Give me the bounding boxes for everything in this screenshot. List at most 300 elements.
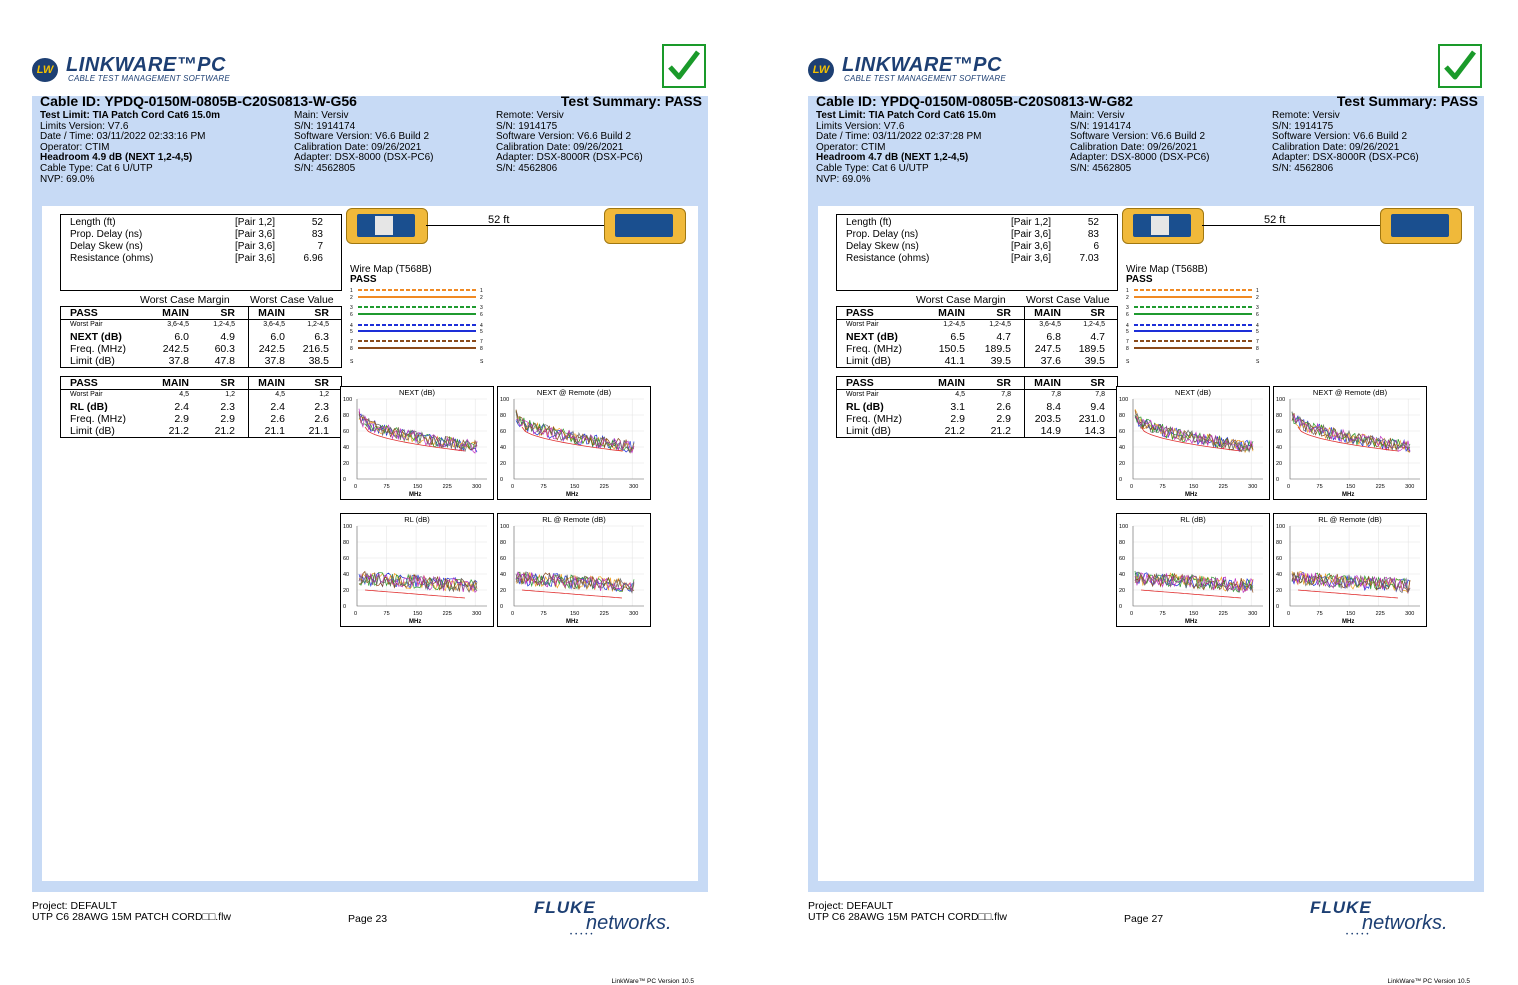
table-cell: 6.0: [270, 331, 285, 343]
table-row: [837, 355, 1117, 367]
table-cell: 21.1: [264, 425, 285, 437]
rl-results-table: [60, 376, 342, 438]
table-cell: SR: [314, 307, 329, 319]
table-cell: 203.5: [1034, 413, 1061, 425]
table-cell: 14.9: [1040, 425, 1061, 437]
table-cell: 6.5: [950, 331, 965, 343]
length-value: 7.03: [1079, 253, 1099, 264]
logo-badge: LW: [32, 58, 58, 82]
table-cell: 189.5: [984, 343, 1011, 355]
y-tick-label: 60: [343, 429, 350, 435]
chart-trace: [1135, 416, 1253, 451]
table-cell: 4.9: [220, 331, 235, 343]
y-tick-label: 100: [1119, 397, 1129, 403]
table-cell: 4.7: [1090, 331, 1105, 343]
table-cell: Worst Pair: [846, 321, 879, 328]
table-cell: 2.9: [220, 413, 235, 425]
table-divider: [61, 319, 341, 320]
table-row: [837, 389, 1117, 401]
wire-number: 1: [1126, 288, 1129, 294]
x-tick-label: 150: [1346, 484, 1356, 490]
axis-line: [514, 399, 644, 479]
wire-number: 4: [480, 323, 483, 329]
results-area: [42, 206, 698, 881]
worst-case-value-heading: Worst Case Value: [1026, 294, 1110, 306]
wire-number: 4: [350, 323, 353, 329]
header-line: Calibration Date: 09/26/2021: [294, 141, 422, 153]
test-summary: Test Summary: PASS: [560, 93, 702, 109]
header-line: Software Version: V6.6 Build 2: [1070, 131, 1206, 143]
x-axis-label: MHz: [1342, 492, 1355, 498]
table-row: [61, 307, 341, 319]
y-tick-label: 20: [1119, 461, 1126, 467]
next-chart: [1116, 386, 1270, 500]
table-cell: 47.8: [214, 355, 235, 367]
length-label: Delay Skew (ns): [70, 241, 143, 252]
cable-length-label: 52 ft: [1264, 214, 1286, 226]
linkware-version: LinkWare™ PC Version 10.5: [611, 978, 694, 985]
y-tick-label: 0: [1276, 604, 1280, 610]
x-tick-label: 225: [1375, 611, 1385, 617]
y-tick-label: 40: [1276, 572, 1283, 578]
length-pair: [Pair 1,2]: [235, 217, 276, 228]
x-axis-label: MHz: [566, 619, 579, 625]
table-cell: PASS: [846, 377, 874, 389]
x-tick-label: 225: [599, 484, 609, 490]
fluke-dots: •••••: [1346, 932, 1372, 938]
remote-unit-column: [1272, 111, 1419, 175]
wire-map: [1122, 264, 1272, 384]
header-line: Date / Time: 03/11/2022 02:37:28 PM: [816, 131, 982, 143]
header-line: NVP: 69.0%: [816, 173, 871, 185]
cable-diagram: [346, 206, 686, 251]
limit-line: [1141, 590, 1241, 598]
length-row: [837, 241, 1117, 253]
y-tick-label: 0: [343, 477, 347, 483]
project-file: UTP C6 28AWG 15M PATCH CORD□□.flw: [32, 911, 231, 923]
report-page-left: [30, 0, 720, 985]
table-row: [837, 377, 1117, 389]
axis-line: [1133, 399, 1263, 479]
y-tick-label: 0: [343, 604, 347, 610]
table-cell: SR: [314, 377, 329, 389]
y-tick-label: 20: [1119, 588, 1126, 594]
table-cell: 1,2-4,5: [1083, 321, 1105, 328]
fluke-dots: •••••: [570, 932, 596, 938]
logo-subtitle: CABLE TEST MANAGEMENT SOFTWARE: [68, 74, 230, 83]
table-divider: [1024, 307, 1025, 367]
x-tick-label: 300: [629, 611, 639, 617]
chart-trace: [1292, 415, 1410, 451]
wire-map-result: PASS: [1126, 274, 1153, 285]
x-tick-label: 0: [1287, 484, 1291, 490]
table-cell: SR: [1090, 377, 1105, 389]
y-tick-label: 80: [500, 540, 507, 546]
table-cell: 3,6-4,5: [1039, 321, 1061, 328]
y-tick-label: 40: [500, 445, 507, 451]
header-line: Remote: Versiv: [496, 110, 564, 121]
x-tick-label: 75: [1159, 484, 1166, 490]
rl-chart: [1116, 513, 1270, 627]
table-row: [837, 307, 1117, 319]
cable-id: Cable ID: YPDQ-0150M-0805B-C20S0813-W-G82: [816, 93, 1133, 109]
wire-map-title: Wire Map (T568B): [350, 264, 432, 275]
worst-case-margin-heading: Worst Case Margin: [140, 294, 230, 306]
limit-line: [365, 590, 465, 598]
y-tick-label: 40: [1119, 572, 1126, 578]
table-cell: RL (dB): [70, 401, 108, 413]
header-line: Software Version: V6.6 Build 2: [496, 131, 632, 143]
chart-trace: [1135, 414, 1253, 452]
wire-number: 6: [480, 312, 483, 318]
x-tick-label: 75: [540, 484, 547, 490]
table-cell: MAIN: [162, 377, 189, 389]
table-row: [61, 413, 341, 425]
remote-tester-icon: [1380, 208, 1462, 244]
table-cell: 8.4: [1046, 401, 1061, 413]
table-cell: 60.3: [214, 343, 235, 355]
wire-number: 6: [350, 312, 353, 318]
axis-line: [357, 526, 487, 606]
length-label: Length (ft): [70, 217, 116, 228]
table-cell: 2.4: [174, 401, 189, 413]
wire-number: 1: [480, 288, 483, 294]
axis-line: [1290, 399, 1420, 479]
worst-case-value-heading: Worst Case Value: [250, 294, 334, 306]
table-cell: 231.0: [1078, 413, 1105, 425]
length-row: [61, 253, 341, 265]
header-line: Calibration Date: 09/26/2021: [1272, 141, 1400, 153]
wire-number: 5: [1256, 329, 1259, 335]
y-tick-label: 60: [500, 429, 507, 435]
table-cell: 7,8: [1001, 391, 1011, 398]
table-cell: 21.1: [308, 425, 329, 437]
wire-map-result: PASS: [350, 274, 377, 285]
table-row: [61, 377, 341, 389]
next-remote-chart: [497, 386, 651, 500]
table-cell: 37.6: [1040, 355, 1061, 367]
wire-number: 3: [480, 305, 483, 311]
header-line: S/N: 1914175: [496, 120, 558, 132]
table-cell: SR: [996, 307, 1011, 319]
header-line: Calibration Date: 09/26/2021: [496, 141, 624, 153]
logo-badge: LW: [808, 58, 834, 82]
table-cell: 1,2: [319, 391, 329, 398]
table-cell: Freq. (MHz): [846, 413, 902, 425]
table-cell: 2.3: [314, 401, 329, 413]
table-cell: 3,6-4,5: [263, 321, 285, 328]
results-area: [818, 206, 1474, 881]
x-tick-label: 75: [383, 484, 390, 490]
page-number: Page 27: [1124, 913, 1164, 925]
y-tick-label: 40: [500, 572, 507, 578]
y-tick-label: 20: [1276, 461, 1283, 467]
table-cell: 2.6: [996, 401, 1011, 413]
y-tick-label: 100: [500, 397, 510, 403]
project-footer: [32, 901, 231, 923]
header-line: Operator: CTIM: [40, 141, 110, 153]
header-line: Cable Type: Cat 6 U/UTP: [40, 162, 153, 174]
y-tick-label: 20: [500, 588, 507, 594]
table-cell: 21.2: [990, 425, 1011, 437]
chart-title: NEXT (dB): [1174, 388, 1212, 397]
table-cell: 14.3: [1084, 425, 1105, 437]
y-tick-label: 20: [343, 588, 350, 594]
header-line: S/N: 4562806: [496, 162, 558, 174]
limit-line: [1298, 590, 1398, 598]
table-cell: 4,5: [179, 391, 189, 398]
table-cell: Worst Pair: [846, 391, 879, 398]
x-axis-label: MHz: [1342, 619, 1355, 625]
x-tick-label: 225: [1218, 611, 1228, 617]
chart-trace: [1135, 409, 1253, 452]
table-cell: 37.8: [264, 355, 285, 367]
x-tick-label: 300: [472, 484, 482, 490]
project-file: UTP C6 28AWG 15M PATCH CORD□□.flw: [808, 911, 1007, 923]
y-tick-label: 20: [343, 461, 350, 467]
table-cell: 2.4: [270, 401, 285, 413]
header-line: Software Version: V6.6 Build 2: [294, 131, 430, 143]
header-line: Adapter: DSX-8000R (DSX-PC6): [1272, 152, 1419, 164]
y-tick-label: 80: [1119, 540, 1126, 546]
length-table: [60, 214, 342, 291]
test-info-column: [816, 111, 996, 185]
wire-number: 8: [480, 346, 483, 352]
header-line: S/N: 1914174: [1070, 120, 1132, 132]
rl-chart: [340, 513, 494, 627]
wire-number: 7: [1256, 339, 1259, 345]
length-value: 52: [1087, 217, 1099, 228]
wire-number: 7: [350, 339, 353, 345]
header-line: Main: Versiv: [1070, 110, 1125, 121]
table-row: [61, 389, 341, 401]
next-chart: [340, 386, 494, 500]
rl-remote-chart: [1273, 513, 1427, 627]
y-tick-label: 0: [1119, 604, 1123, 610]
length-value: 7: [317, 241, 323, 252]
chart-title: NEXT @ Remote (dB): [536, 388, 612, 397]
y-tick-label: 60: [1276, 429, 1283, 435]
table-row: [837, 413, 1117, 425]
table-cell: MAIN: [1034, 377, 1061, 389]
linkware-version: LinkWare™ PC Version 10.5: [1387, 978, 1470, 985]
table-divider: [1024, 377, 1025, 437]
table-cell: RL (dB): [846, 401, 884, 413]
table-cell: 6.3: [314, 331, 329, 343]
table-divider: [61, 389, 341, 390]
x-tick-label: 225: [442, 484, 452, 490]
table-row: [61, 319, 341, 331]
length-pair: [Pair 3,6]: [1011, 241, 1052, 252]
chart-title: RL @ Remote (dB): [542, 515, 606, 524]
header-line: Main: Versiv: [294, 110, 349, 121]
table-cell: Worst Pair: [70, 391, 103, 398]
fluke-brand: FLUKE: [1310, 898, 1372, 917]
table-cell: MAIN: [258, 377, 285, 389]
length-pair: [Pair 3,6]: [235, 241, 276, 252]
y-tick-label: 0: [500, 604, 504, 610]
table-cell: 6.0: [174, 331, 189, 343]
table-divider: [837, 389, 1117, 390]
wire-shield-label: S: [1126, 359, 1130, 365]
x-tick-label: 0: [511, 611, 515, 617]
wire-map: [346, 264, 496, 384]
wire-number: 3: [1126, 305, 1129, 311]
table-cell: 2.9: [174, 413, 189, 425]
y-tick-label: 40: [1276, 445, 1283, 451]
header-line: Limits Version: V7.6: [816, 120, 905, 132]
y-tick-label: 60: [1119, 556, 1126, 562]
cable-diagram: [1122, 206, 1462, 251]
rl-remote-chart: [497, 513, 651, 627]
wire-number: 7: [480, 339, 483, 345]
table-cell: SR: [220, 377, 235, 389]
x-tick-label: 150: [1189, 484, 1199, 490]
x-tick-label: 300: [472, 611, 482, 617]
x-tick-label: 300: [1405, 484, 1415, 490]
table-cell: Limit (dB): [846, 425, 891, 437]
y-tick-label: 80: [343, 413, 350, 419]
table-cell: Limit (dB): [70, 425, 115, 437]
table-cell: Freq. (MHz): [70, 413, 126, 425]
table-cell: NEXT (dB): [846, 331, 898, 343]
table-cell: 1,2: [225, 391, 235, 398]
next-results-table: [836, 306, 1118, 368]
table-row: [837, 401, 1117, 413]
length-label: Prop. Delay (ns): [846, 229, 919, 240]
table-row: [61, 401, 341, 413]
y-tick-label: 100: [1276, 524, 1286, 530]
table-cell: MAIN: [938, 307, 965, 319]
x-tick-label: 0: [354, 484, 358, 490]
table-cell: 189.5: [1078, 343, 1105, 355]
fluke-networks-logo: [530, 898, 700, 938]
table-cell: 6.8: [1046, 331, 1061, 343]
x-tick-label: 300: [1248, 484, 1258, 490]
table-cell: 1,2-4,5: [307, 321, 329, 328]
x-tick-label: 150: [570, 611, 580, 617]
axis-line: [357, 399, 487, 479]
wire-number: 1: [1256, 288, 1259, 294]
test-info-column: [40, 111, 220, 185]
header-line: S/N: 4562806: [1272, 162, 1334, 174]
y-tick-label: 100: [343, 397, 353, 403]
table-row: [61, 343, 341, 355]
header-line: Cable Type: Cat 6 U/UTP: [816, 162, 929, 174]
next-results-table: [60, 306, 342, 368]
limit-line: [522, 590, 622, 598]
fluke-sub: networks.: [586, 912, 672, 934]
x-tick-label: 150: [1189, 611, 1199, 617]
wire-number: 4: [1256, 323, 1259, 329]
page-number: Page 23: [348, 913, 388, 925]
length-pair: [Pair 3,6]: [235, 229, 276, 240]
rl-results-table: [836, 376, 1118, 438]
cable-length-label: 52 ft: [488, 214, 510, 226]
length-value: 83: [1087, 229, 1099, 240]
linkware-logo: [808, 56, 1108, 86]
x-tick-label: 225: [1218, 484, 1228, 490]
chart-trace: [1135, 417, 1253, 451]
header-line: Adapter: DSX-8000 (DSX-PC6): [1070, 152, 1210, 164]
wire-number: 8: [1256, 346, 1259, 352]
y-tick-label: 40: [343, 445, 350, 451]
header-line: Adapter: DSX-8000R (DSX-PC6): [496, 152, 643, 164]
x-tick-label: 150: [1346, 611, 1356, 617]
table-cell: 37.8: [168, 355, 189, 367]
wire-number: 8: [350, 346, 353, 352]
remote-unit-column: [496, 111, 643, 175]
table-cell: 39.5: [990, 355, 1011, 367]
table-cell: 4,5: [275, 391, 285, 398]
header-line: S/N: 1914175: [1272, 120, 1334, 132]
y-tick-label: 20: [1276, 588, 1283, 594]
x-axis-label: MHz: [566, 492, 579, 498]
table-cell: MAIN: [1034, 307, 1061, 319]
table-cell: 38.5: [308, 355, 329, 367]
project-footer: [808, 901, 1007, 923]
wire-number: 2: [350, 295, 353, 301]
x-tick-label: 0: [511, 484, 515, 490]
length-value: 52: [311, 217, 323, 228]
x-tick-label: 0: [354, 611, 358, 617]
table-row: [61, 355, 341, 367]
table-row: [837, 425, 1117, 437]
table-cell: MAIN: [938, 377, 965, 389]
table-cell: 242.5: [258, 343, 285, 355]
length-label: Resistance (ohms): [70, 253, 154, 264]
table-cell: 3.1: [950, 401, 965, 413]
table-cell: Worst Pair: [70, 321, 103, 328]
table-cell: 9.4: [1090, 401, 1105, 413]
y-tick-label: 60: [1276, 556, 1283, 562]
y-tick-label: 40: [1119, 445, 1126, 451]
chart-title: NEXT @ Remote (dB): [1312, 388, 1388, 397]
table-cell: SR: [1090, 307, 1105, 319]
wire-number: 5: [350, 329, 353, 335]
table-cell: 242.5: [162, 343, 189, 355]
fluke-networks-logo: [1306, 898, 1476, 938]
length-value: 6: [1093, 241, 1099, 252]
table-cell: 2.9: [996, 413, 1011, 425]
table-row: [837, 343, 1117, 355]
table-cell: 2.9: [950, 413, 965, 425]
linkware-logo: [32, 56, 332, 86]
x-tick-label: 75: [540, 611, 547, 617]
y-tick-label: 60: [1119, 429, 1126, 435]
header-line: Test Limit: TIA Patch Cord Cat6 15.0m: [816, 110, 997, 121]
header-line: Limits Version: V7.6: [40, 120, 129, 132]
x-tick-label: 75: [1159, 611, 1166, 617]
length-row: [61, 217, 341, 229]
header-line: Software Version: V6.6 Build 2: [1272, 131, 1408, 143]
length-table: [836, 214, 1118, 291]
x-axis-label: MHz: [409, 492, 422, 498]
y-tick-label: 60: [500, 556, 507, 562]
x-axis-label: MHz: [409, 619, 422, 625]
length-row: [837, 217, 1117, 229]
length-label: Length (ft): [846, 217, 892, 228]
y-tick-label: 100: [1119, 524, 1129, 530]
remote-tester-icon: [604, 208, 686, 244]
table-divider: [248, 307, 249, 367]
y-tick-label: 60: [343, 556, 350, 562]
x-tick-label: 225: [599, 611, 609, 617]
chart-title: RL (dB): [404, 515, 430, 524]
table-cell: 216.5: [302, 343, 329, 355]
header-line: S/N: 4562805: [1070, 162, 1132, 174]
logo-title: LINKWARE™PC: [842, 54, 1002, 76]
